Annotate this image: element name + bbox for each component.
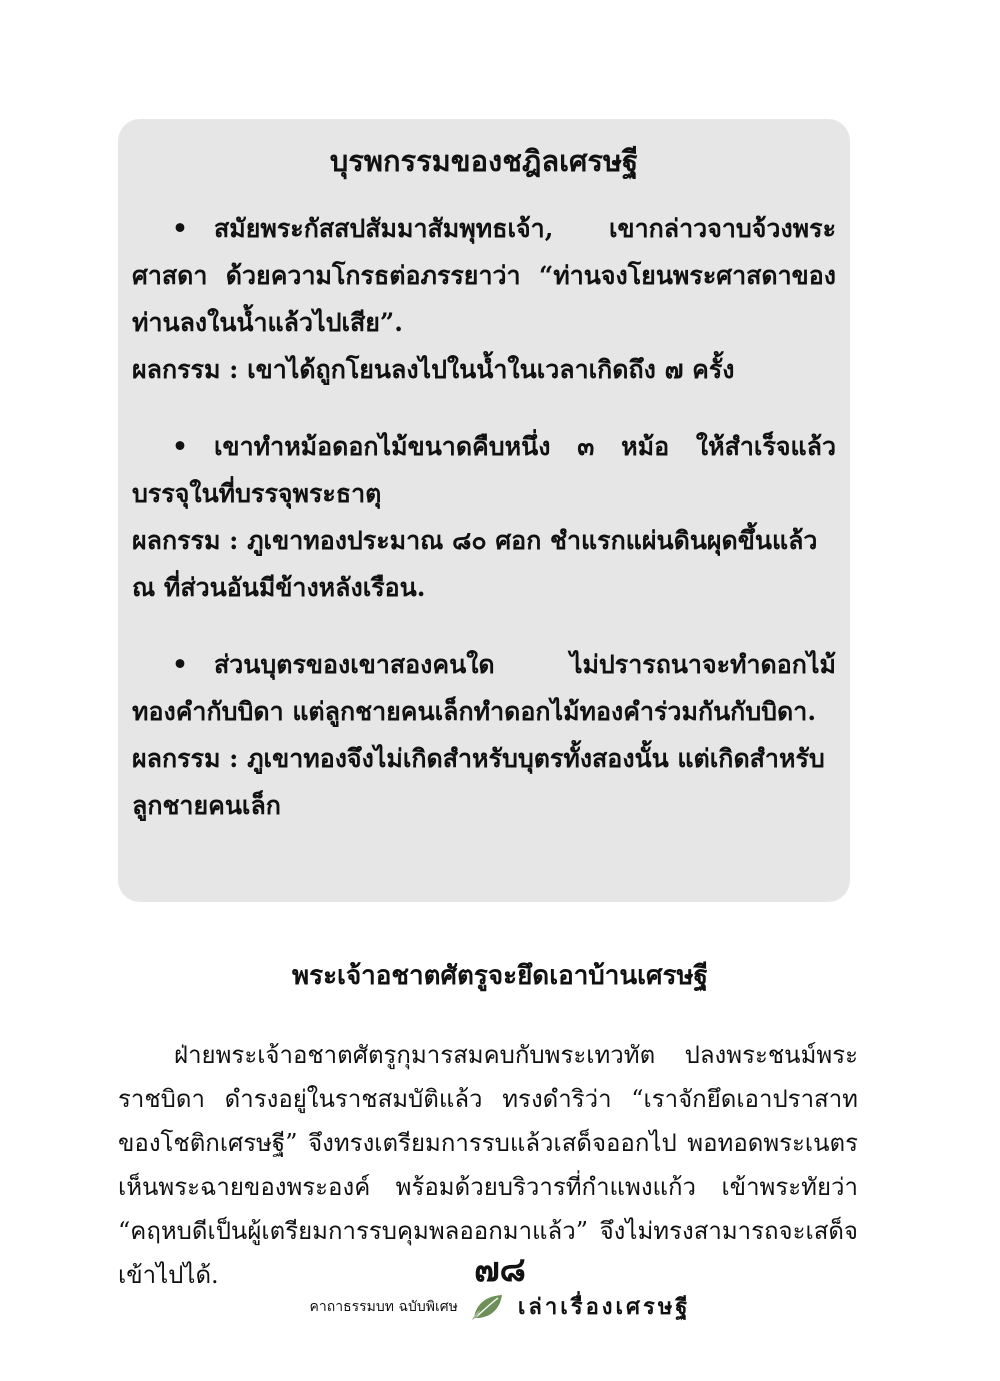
- paragraph-text: สมัยพระกัสสปสัมมาสัมพุทธเจ้า, เขากล่าวจาบจ้วงพระศาสดา ด้วยความโกรธต่อภรรยาว่า “ท่านจงโยนพระศาสดาของท่านลงในน้ำแล้วไปเสีย”.: [132, 214, 836, 337]
- paragraph-2: [132, 423, 836, 517]
- result-2: ผลกรรม : ภูเขาทองประมาณ ๘๐ ศอก ชำแรกแผ่นดินผุดขึ้นแล้ว ณ ที่ส่วนอันมีข้างหลังเรือน.: [132, 526, 818, 602]
- paragraph-text: เขาทำหม้อดอกไม้ขนาดคืบหนึ่ง ๓ หม้อ ให้สำเร็จแล้วบรรจุในที่บรรจุพระธาตุ: [132, 432, 836, 508]
- bullet-icon: •: [172, 650, 188, 679]
- footer-series-title: เล่าเรื่องเศรษฐี: [517, 1294, 691, 1320]
- bullet-icon: •: [172, 214, 188, 243]
- section-title: พระเจ้าอชาตศัตรูจะยึดเอาบ้านเศรษฐี: [291, 961, 709, 991]
- paragraph-3: [132, 641, 836, 735]
- leaf-icon: [470, 1292, 506, 1322]
- body-text: ฝ่ายพระเจ้าอชาตศัตรูกุมารสมคบกับพระเทวทัต ปลงพระชนม์พระราชบิดา ดำรงอยู่ในราชสมบัติแล้ว ทรงดำริว่า “เราจักยึดเอาปราสาทของโชติกเศรษฐี” จึงทรงเตรียมการรบแล้วเสด็จออกไป พอทอดพระเนตรเห็นพระฉายของพระองค์ พร้อมด้วยบริวารที่กำแพงแก้ว เข้าพระทัยว่า “คฤหบดีเป็นผู้เตรียมการรบคุมพลออกมาแล้ว” จึงไม่ทรงสามารถจะเสด็จเข้าไปได้.: [118, 1041, 858, 1289]
- page-footer: [0, 1292, 1000, 1322]
- page-number: ๗๘: [474, 1250, 526, 1290]
- bullet-icon: •: [172, 432, 188, 461]
- footer-book-title: คาถาธรรมบท ฉบับพิเศษ: [309, 1299, 458, 1315]
- result-1: ผลกรรม : เขาได้ถูกโยนลงไปในน้ำในเวลาเกิดถึง ๗ ครั้ง: [132, 355, 735, 384]
- result-3: ผลกรรม : ภูเขาทองจึงไม่เกิดสำหรับบุตรทั้งสองนั้น แต่เกิดสำหรับลูกชายคนเล็ก: [132, 744, 825, 820]
- box-title: บุรพกรรมของชฎิลเศรษฐี: [329, 144, 639, 178]
- paragraph-text: ส่วนบุตรของเขาสองคนใด ไม่ปรารถนาจะทำดอกไม้ทองคำกับบิดา แต่ลูกชายคนเล็กทำดอกไม้ทองคำร่วมกันกับบิดา.: [132, 650, 836, 726]
- paragraph-1: [132, 205, 836, 346]
- story-box: [118, 119, 850, 902]
